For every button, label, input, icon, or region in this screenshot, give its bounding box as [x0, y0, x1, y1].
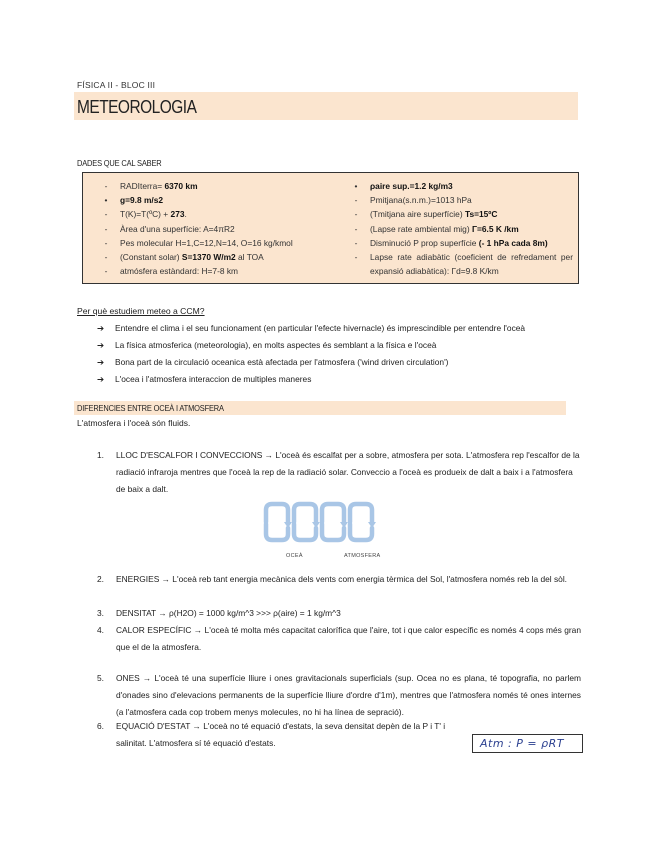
data-row	[101, 236, 329, 250]
data-value: Ts=15ºC	[464, 209, 498, 220]
dades-heading: DADES QUE CAL SABER	[77, 158, 162, 168]
data-text: atmósfera estàndard: H=7-8 km	[120, 266, 239, 277]
course-label: FÍSICA II - BLOC III	[77, 80, 156, 90]
data-row	[351, 207, 573, 221]
convection-arrow	[294, 524, 316, 540]
convection-diagram	[260, 500, 376, 544]
why-list	[97, 320, 577, 388]
data-row	[101, 207, 329, 221]
item-text: CALOR ESPECÍFIC → L'oceà té molta més capacitat calorífica que l'aire, tot i que calor específic es només 4 cops més gran que el de la atmosfera.	[116, 625, 581, 652]
data-row	[351, 250, 573, 278]
item-number: 5.	[97, 673, 104, 683]
list-item	[97, 670, 581, 721]
list-item	[97, 622, 581, 656]
handwritten-equation: Atm : P = ρRT	[480, 737, 564, 750]
data-column-right	[351, 179, 573, 278]
arrow-head	[284, 522, 292, 528]
data-suffix: al TOA	[235, 252, 264, 263]
item-number: 4.	[97, 625, 104, 635]
convection-arrow	[266, 504, 288, 522]
list-item	[97, 571, 581, 588]
ocean-label: OCEÀ	[286, 553, 303, 559]
handwritten-equation-box	[472, 734, 583, 753]
data-text: Lapse rate adiabàtic (coeficient de refredament per expansió adiabàtica): Γd=9.8 K/km	[370, 252, 573, 277]
diferencies-intro: L'atmosfera i l'oceà són fluids.	[77, 418, 191, 428]
item-text: ENERGIES → L'oceà reb tant energia mecànica dels vents com energia tèrmica del Sol, l'atmosfera només reb la del sòl.	[116, 574, 568, 584]
bullet-icon: -	[104, 266, 108, 277]
list-item	[97, 320, 577, 337]
item-number: 6.	[97, 721, 104, 731]
convection-arrow	[322, 524, 344, 540]
arrow-icon: ➔	[97, 340, 105, 350]
data-row	[351, 236, 573, 250]
list-item	[97, 337, 577, 354]
bullet-icon: -	[354, 252, 358, 263]
list-item-text: La física atmosferica (meteorologia), en molts aspectes és semblant a la física e l'oceà	[115, 340, 437, 350]
convection-arrow	[266, 524, 288, 540]
data-row	[101, 179, 329, 193]
data-text: Àrea d'una superfície: A=4πR2	[120, 223, 235, 234]
arrow-icon: ➔	[97, 323, 105, 333]
bullet-icon: -	[354, 223, 358, 234]
data-value: g=9.8 m/s2	[120, 195, 164, 206]
data-value: S=1370 W/m2	[181, 252, 236, 263]
list-item	[97, 371, 577, 388]
list-item	[97, 605, 581, 622]
data-column-left	[101, 179, 329, 278]
item-text: LLOC D'ESCALFOR I CONVECCIONS → L'oceà és escalfat per a sobre, atmosfera per sota. L'atmosfera rep l'escalfor de la radiació infraroja mentres que l'oceà la rep de la radiació solar. Conveccio a l'oceà es produeix de dalt a baix i a l'atmosfera de baix a dalt.	[116, 450, 580, 494]
bullet-icon: •	[104, 195, 108, 206]
data-row	[101, 193, 329, 207]
diferencies-heading: DIFERENCIES ENTRE OCEÀ I ATMOSFERA	[77, 403, 224, 413]
item-number: 2.	[97, 574, 104, 584]
data-text: Pes molecular H=1,C=12,N=14, O=16 kg/kmol	[120, 237, 293, 248]
bullet-icon: -	[104, 252, 108, 263]
data-value: 6370 km	[164, 181, 198, 191]
data-value: (- 1 hPa cada 8m)	[478, 237, 548, 248]
data-text: T(K)=T(ºC) +	[120, 209, 171, 220]
bullet-icon: -	[354, 195, 358, 206]
item-number: 3.	[97, 608, 104, 618]
page-title: METEOROLOGIA	[77, 97, 197, 117]
arrow-icon: ➔	[97, 357, 105, 367]
bullet-icon: -	[354, 209, 358, 220]
data-text: RADIterra=	[120, 181, 165, 191]
convection-arrow	[350, 524, 372, 540]
data-text: (Tmitjana aire superfície)	[370, 209, 465, 220]
data-row	[351, 179, 573, 193]
data-text: Pmitjana(s.n.m.)=1013 hPa	[370, 195, 472, 206]
data-box	[82, 172, 579, 284]
item-text: EQUACIÓ D'ESTAT → L'oceà no té equació d'estats, la seva densitat depèn de la P i T' i salinitat. L'atmosfera sí té equació d'estats.	[116, 721, 446, 748]
data-suffix: .	[184, 209, 187, 220]
list-item	[97, 354, 577, 371]
item-number: 1.	[97, 450, 104, 460]
arrow-head	[368, 522, 376, 528]
data-row	[101, 222, 329, 236]
data-row	[101, 250, 329, 264]
data-row	[351, 222, 573, 236]
list-item-text: L'ocea i l'atmosfera interaccion de multiples maneres	[115, 374, 312, 384]
data-text: (Lapse rate ambiental mig)	[370, 223, 472, 234]
convection-arrow	[350, 504, 372, 522]
arrow-head	[312, 522, 320, 528]
bullet-icon: -	[104, 209, 108, 220]
atmosphere-label: ATMOSFERA	[344, 553, 381, 559]
list-item-text: Entendre el clima i el seu funcionament (en particular l'efecte hivernacle) és imprescindible per entendre l'oceà	[115, 323, 526, 333]
data-value: Γ=6.5 K /km	[471, 223, 519, 234]
list-item	[97, 718, 457, 752]
item-text: ONES → L'oceà té una superfície lliure i ones gravitacionals superficials (sup. Ocea no es plana, té topografia, no parlem d'onades sino d'elevacions permanents de la superfície lliure d'ordre d'1m), mentres que l'atmosfera només té ones internes (a l'atmosfera cada cop trobem menys molecules, no hi ha línea de sepració).	[116, 673, 581, 717]
list-item-text: Bona part de la circulació oceanica està afectada per l'atmosfera ('wind driven circulation')	[115, 357, 449, 367]
data-text: (Constant solar)	[120, 252, 182, 263]
bullet-icon: -	[104, 237, 108, 248]
list-item	[97, 447, 581, 498]
data-value: 273	[170, 209, 185, 220]
data-row	[351, 193, 573, 207]
convection-arrow	[322, 504, 344, 522]
data-value: ρaire sup.=1.2 kg/m3	[370, 181, 453, 191]
data-text: Disminució P prop superfície	[370, 237, 479, 248]
bullet-icon: •	[354, 181, 358, 191]
convection-arrow	[294, 504, 316, 522]
bullet-icon: -	[104, 181, 108, 191]
data-row	[101, 264, 329, 278]
arrow-icon: ➔	[97, 374, 105, 384]
arrow-head	[340, 522, 348, 528]
bullet-icon: -	[104, 223, 108, 234]
item-text: DENSITAT → ρ(H2O) = 1000 kg/m^3 >>> ρ(aire) = 1 kg/m^3	[116, 608, 341, 618]
bullet-icon: -	[354, 237, 358, 248]
why-question: Per què estudiem meteo a CCM?	[77, 306, 205, 316]
